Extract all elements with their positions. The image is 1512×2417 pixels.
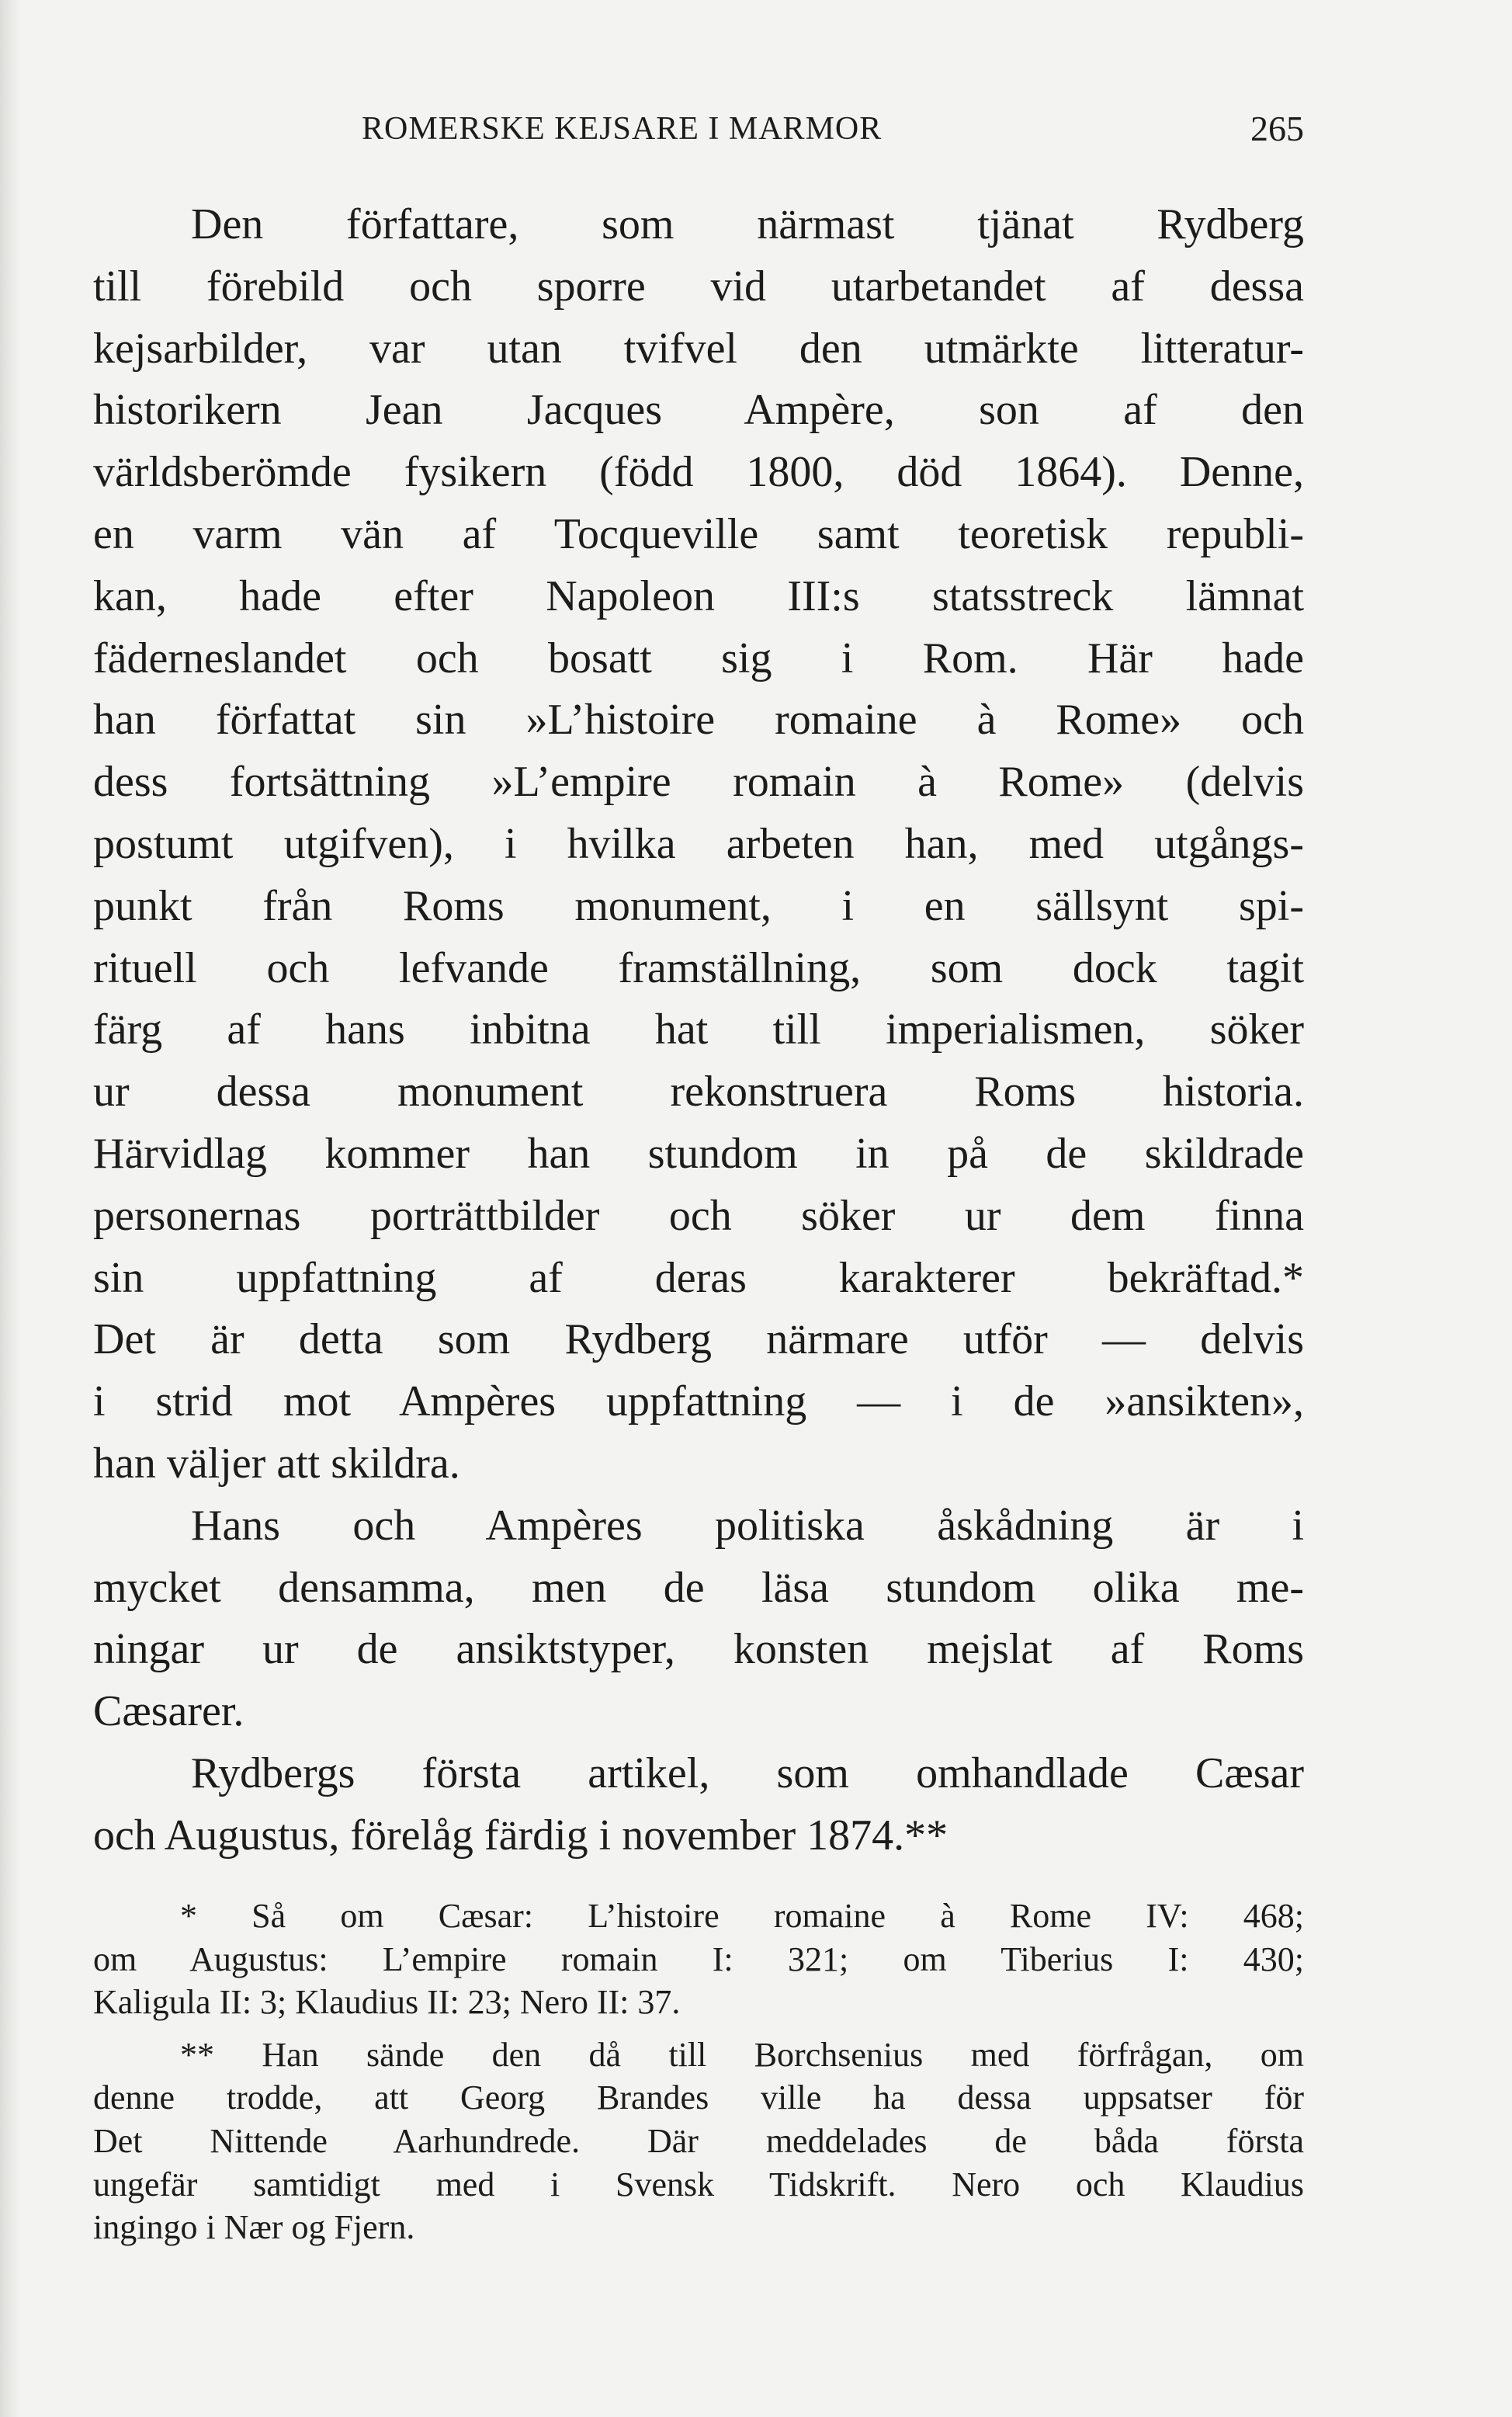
text-line: Den författare, som närmast tjänat Rydberg	[191, 200, 1304, 248]
footnotes	[93, 1894, 1304, 2249]
footnote-line: denne trodde, att Georg Brandes ville ha dessa uppsatser för	[93, 2078, 1304, 2117]
page-header	[93, 106, 1304, 152]
text-line: personernas porträttbilder och söker ur dem finna	[93, 1191, 1304, 1240]
text-line: ningar ur de ansiktstyper, konsten mejslat af Roms	[93, 1625, 1304, 1674]
footnote-line: * Så om Cæsar: L’histoire romaine à Rome IV: 468;	[180, 1897, 1304, 1935]
text-line: kejsarbilder, var utan tvifvel den utmärkte litteratur-	[93, 324, 1304, 373]
text-line: och Augustus, förelåg färdig i november 1874.**	[93, 1811, 948, 1860]
text-line: ur dessa monument rekonstruera Roms historia.	[93, 1068, 1304, 1116]
footnote-line: Kaligula II: 3; Klaudius II: 23; Nero II: 37.	[93, 1983, 681, 2022]
text-line: sin uppfattning af deras karakterer bekräftad.*	[93, 1253, 1304, 1302]
text-line: dess fortsättning »L’empire romain à Rome» (delvis	[93, 758, 1304, 807]
text-line: postumt utgifven), i hvilka arbeten han, med utgångs-	[93, 819, 1304, 868]
text-line: Hans och Ampères politiska åskådning är i	[191, 1501, 1304, 1550]
body-text	[93, 194, 1304, 1867]
running-title: ROMERSKE KEJSARE I MARMOR	[362, 111, 883, 147]
footnote-line: Det Nittende Aarhundrede. Där meddelades de båda första	[93, 2121, 1304, 2160]
text-line: fäderneslandet och bosatt sig i Rom. Här hade	[93, 634, 1304, 682]
footnote-line: ** Han sände den då till Borchsenius med förfrågan, om	[180, 2035, 1304, 2074]
text-line: en varm vän af Tocqueville samt teoretisk republi-	[93, 509, 1304, 558]
text-line: punkt från Roms monument, i en sällsynt spi-	[93, 881, 1304, 930]
text-line: mycket densamma, men de läsa stundom olika me-	[93, 1563, 1304, 1612]
text-line: Det är detta som Rydberg närmare utför — delvis	[93, 1315, 1304, 1364]
page-edge-shadow	[0, 0, 20, 2417]
text-line: han väljer att skildra.	[93, 1439, 460, 1488]
page-number: 265	[1250, 109, 1304, 148]
text-line: Rydbergs första artikel, som omhandlade Cæsar	[191, 1749, 1304, 1797]
text-line: Härvidlag kommer han stundom in på de skildrade	[93, 1129, 1304, 1178]
text-line: till förebild och sporre vid utarbetandet af dessa	[93, 262, 1304, 311]
footnote-line: ungefär samtidigt med i Svensk Tidskrift. Nero och Klaudius	[93, 2165, 1304, 2203]
text-line: Cæsarer.	[93, 1687, 244, 1736]
footnote-line: om Augustus: L’empire romain I: 321; om Tiberius I: 430;	[93, 1940, 1304, 1978]
text-line: världsberömde fysikern (född 1800, död 1864). Denne,	[93, 448, 1304, 497]
text-line: kan, hade efter Napoleon III:s statsstreck lämnat	[93, 571, 1304, 620]
text-line: han författat sin »L’histoire romaine à Rome» och	[93, 696, 1304, 745]
text-line: historikern Jean Jacques Ampère, son af den	[93, 386, 1304, 435]
text-line: färg af hans inbitna hat till imperialismen, söker	[93, 1005, 1304, 1054]
text-line: i strid mot Ampères uppfattning — i de »ansikten»,	[93, 1377, 1304, 1426]
text-line: rituell och lefvande framställning, som dock tagit	[93, 943, 1304, 992]
footnote-line: ingingo i Nær og Fjern.	[93, 2208, 415, 2247]
